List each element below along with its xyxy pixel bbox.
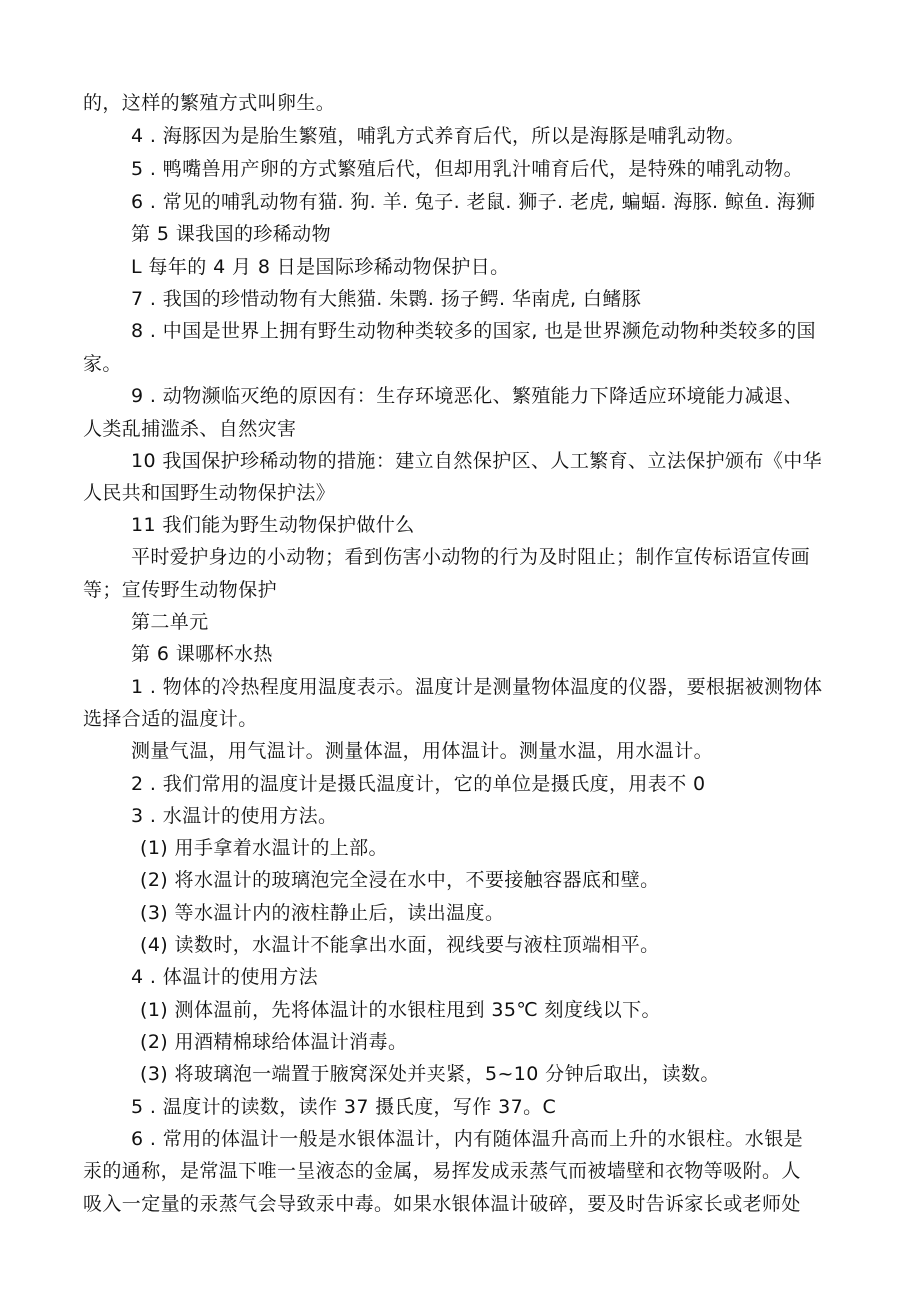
text-line: 人民共和国野生动物保护法》 — [83, 482, 336, 504]
unit-heading: 第二单元 — [131, 611, 209, 633]
text-line: 4 . 海豚因为是胎生繁殖，哺乳方式养育后代，所以是海豚是哺乳动物。 — [131, 125, 745, 147]
list-item: (1) 用手拿着水温计的上部。 — [140, 837, 388, 859]
text-line: 10 我国保护珍稀动物的措施：建立自然保护区、人工繁育、立法保护颁布《中华 — [131, 450, 823, 472]
text-line: 的，这样的繁殖方式叫卵生。 — [83, 92, 336, 114]
text-line: 9 . 动物濒临灭绝的原因有：生存环境恶化、繁殖能力下降适应环境能力减退、 — [131, 385, 804, 407]
list-item: (3) 将玻璃泡一端置于腋窝深处并夹紧，5~10 分钟后取出，读数。 — [140, 1063, 720, 1085]
list-item: (2) 将水温计的玻璃泡完全浸在水中，不要接触容器底和壁。 — [140, 869, 660, 891]
text-line: 7 . 我国的珍惜动物有大熊猫. 朱鹮. 扬子鳄. 华南虎, 白鳍豚 — [131, 288, 642, 310]
text-line: L 每年的 4 月 8 日是国际珍稀动物保护日。 — [131, 256, 510, 278]
list-item: (4) 读数时，水温计不能拿出水面，视线要与液柱顶端相平。 — [140, 934, 660, 956]
text-line: 吸入一定量的汞蒸气会导致汞中毒。如果水银体温计破碎，要及时告诉家长或老师处 — [83, 1193, 801, 1215]
text-line: 6 . 常见的哺乳动物有猫. 狗. 羊. 兔子. 老鼠. 狮子. 老虎, 蝙蝠. 海豚. 鲸鱼. 海狮 — [131, 191, 816, 213]
text-line: 3 . 水温计的使用方法。 — [131, 805, 338, 827]
text-line: 8 . 中国是世界上拥有野生动物种类较多的国家, 也是世界濒危动物种类较多的国 — [131, 320, 816, 342]
list-item: (1) 测体温前，先将体温计的水银柱甩到 35℃ 刻度线以下。 — [140, 999, 661, 1021]
text-line: 1 . 物体的冷热程度用温度表示。温度计是测量物体温度的仪器，要根据被测物体 — [131, 676, 823, 698]
text-line: 选择合适的温度计。 — [83, 708, 258, 730]
text-line: 4 . 体温计的使用方法 — [131, 966, 319, 988]
text-line: 2 . 我们常用的温度计是摄氏温度计，它的单位是摄氏度，用表不 0 — [131, 773, 706, 795]
list-item: (3) 等水温计内的液柱静止后，读出温度。 — [140, 902, 505, 924]
text-line: 家。 — [83, 353, 122, 375]
text-line: 人类乱捕滥杀、自然灾害 — [83, 418, 297, 440]
text-line: 测量气温，用气温计。测量体温，用体温计。测量水温，用水温计。 — [131, 740, 714, 762]
text-line: 5 . 鸭嘴兽用产卵的方式繁殖后代，但却用乳汁哺育后代，是特殊的哺乳动物。 — [131, 158, 804, 180]
text-line: 11 我们能为野生动物保护做什么 — [131, 514, 415, 536]
lesson-heading: 第 6 课哪杯水热 — [131, 643, 273, 665]
text-line: 汞的通称，是常温下唯一呈液态的金属，易挥发成汞蒸气而被墙壁和衣物等吸附。人 — [83, 1160, 801, 1182]
text-line: 等；宣传野生动物保护 — [83, 579, 278, 601]
lesson-heading: 第 5 课我国的珍稀动物 — [131, 223, 331, 245]
text-line: 6 . 常用的体温计一般是水银体温计，内有随体温升高而上升的水银柱。水银是 — [131, 1128, 804, 1150]
text-line: 5 . 温度计的读数，读作 37 摄氏度，写作 37。C — [131, 1096, 557, 1118]
list-item: (2) 用酒精棉球给体温计消毒。 — [140, 1031, 408, 1053]
text-line: 平时爱护身边的小动物；看到伤害小动物的行为及时阻止；制作宣传标语宣传画 — [131, 546, 811, 568]
